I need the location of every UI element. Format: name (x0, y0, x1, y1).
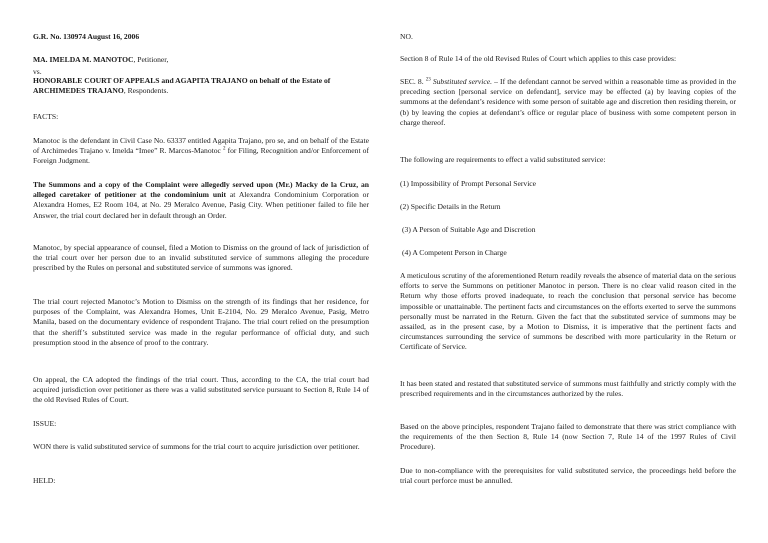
petitioner-line (33, 55, 369, 65)
facts-paragraph-4: The trial court rejected Manotoc’s Motion to Dismiss on the strength of its findings that her residence, for purposes of the Complaint, was Alexandra Homes, Unit E-2104, No. 29 Meralco Avenue, Pasig, Metro Manila, based on the documentary evidence of respondent Trajano. The trial court relied on the presumption that the sheriff’s substituted service was made in the regular performance of official duty, and such presumption stood in the absence of proof to the contrary. (33, 297, 369, 347)
requirement-4: (4) A Competent Person in Charge (402, 248, 507, 257)
issue-text: WON there is valid substituted service of summons for the trial court to acquire jurisdiction over petitioner. (33, 442, 360, 451)
facts-p1-text-end: for Filing, Recognition and/or Enforcement of Foreign Judgment. (33, 146, 369, 166)
rule-intro: Section 8 of Rule 14 of the old Revised Rules of Court which applies to this case provides: (400, 54, 677, 63)
requirement-2: (2) Specific Details in the Return (400, 202, 501, 211)
analysis-paragraph-4: Due to non-compliance with the prerequisites for valid substituted service, the proceedings held before the trial court perforce must be annulled. (400, 466, 736, 486)
section-8-quote (400, 77, 736, 128)
analysis-paragraph-1: A meticulous scrutiny of the aforementioned Return readily reveals the absence of material data on the serious efforts to serve the Summons on petitioner Manotoc in person. There is no clear valid reason cited in the Return why those efforts proved inadequate, to reach the conclusion that personal service has become impossible or unattainable. The pertinent facts and circumstances on the efforts exerted to serve the summons personally must be narrated in the Return. Given the fact that the substituted service of summons may be assailed, as in the present case, by a Motion to Dismiss, it is imperative that the pertinent facts and circumstances surrounding the service of summons be described with more particularity in the Return or Certificate of Service. (400, 271, 736, 352)
analysis-paragraph-3: Based on the above principles, respondent Trajano failed to demonstrate that there was strict compliance with the requirements of the then Section 8, Rule 14 (now Section 7, Rule 14 of the 1997 Rules of Civil Procedure). (400, 422, 736, 452)
facts-p1-text: Manotoc is the defendant in Civil Case No. 63337 entitled Agapita Trajano, pro se, and on behalf of the Estate of Archimedes Trajano v. Imelda “Imee” R. Marcos-Manotoc (33, 136, 369, 156)
versus-text: vs. (33, 67, 42, 76)
facts-paragraph-2 (33, 180, 369, 221)
section-title: Substituted service. (432, 77, 493, 86)
facts-paragraph-5: On appeal, the CA adopted the findings of the trial court. Thus, according to the CA, the trial court had acquired jurisdiction over petitioner as there was a valid substituted service pursuant to Section 8, Rule 14 of the old Revised Rules of Court. (33, 375, 369, 405)
respondent-role: , Respondents. (123, 86, 169, 96)
facts-p2-rest: at Alexandra Condominium Corporation or Alexandra Homes, E2 Room 104, at No. 29 Meralco Avenue, Pasig City. When petitioner failed to file her Answer, the trial court declared her in default through an Order. (33, 190, 369, 220)
requirement-3: (3) A Person of Suitable Age and Discretion (402, 225, 536, 234)
facts-paragraph-1 (33, 136, 369, 167)
requirements-intro: The following are requirements to effect a valid substituted service: (400, 155, 606, 164)
section-text: – If the defendant cannot be served within a reasonable time as provided in the preceding section [personal service on defendant], service may be effected (a) by leaving copies of the summons at the defendant’s residence with some person of suitable age and discretion then residing therein, or (b) by leaving the copies at defendant’s office or regular place of business with some competent person in charge thereof. (400, 77, 736, 127)
held-heading: HELD: (33, 476, 56, 485)
analysis-paragraph-2: It has been stated and restated that substituted service of summons must faithfully and strictly comply with the prescribed requirements and in the circumstances authorized by the rules. (400, 379, 736, 399)
respondent-line (33, 76, 369, 96)
held-answer: NO. (400, 32, 413, 41)
petitioner-name: MA. IMELDA M. MANOTOC (33, 55, 134, 64)
section-label: SEC. 8. (400, 77, 424, 86)
case-citation: G.R. No. 130974 August 16, 2006 (33, 32, 140, 41)
facts-paragraph-3: Manotoc, by special appearance of counsel, filed a Motion to Dismiss on the ground of lack of jurisdiction of the trial court over her person due to an invalid substituted service of summons alleging the procedure prescribed by the Rules on personal and substituted service of summons was ignored. (33, 243, 369, 273)
requirement-1: (1) Impossibility of Prompt Personal Service (400, 179, 537, 188)
respondent-name: HONORABLE COURT OF APPEALS and AGAPITA TRAJANO on behalf of the Estate of ARCHIMEDES TRAJANO (33, 76, 331, 96)
footnote-ref: 23 (425, 77, 431, 83)
facts-p2-bold: The Summons and a copy of the Complaint were allegedly served upon (Mr.) Macky de la Cruz, an alleged caretaker of petitioner at the condominium unit (33, 180, 369, 200)
issue-heading: ISSUE: (33, 419, 57, 428)
facts-heading: FACTS: (33, 112, 59, 121)
footnote-ref: 2 (222, 146, 226, 152)
petitioner-role: , Petitioner, (133, 55, 169, 64)
